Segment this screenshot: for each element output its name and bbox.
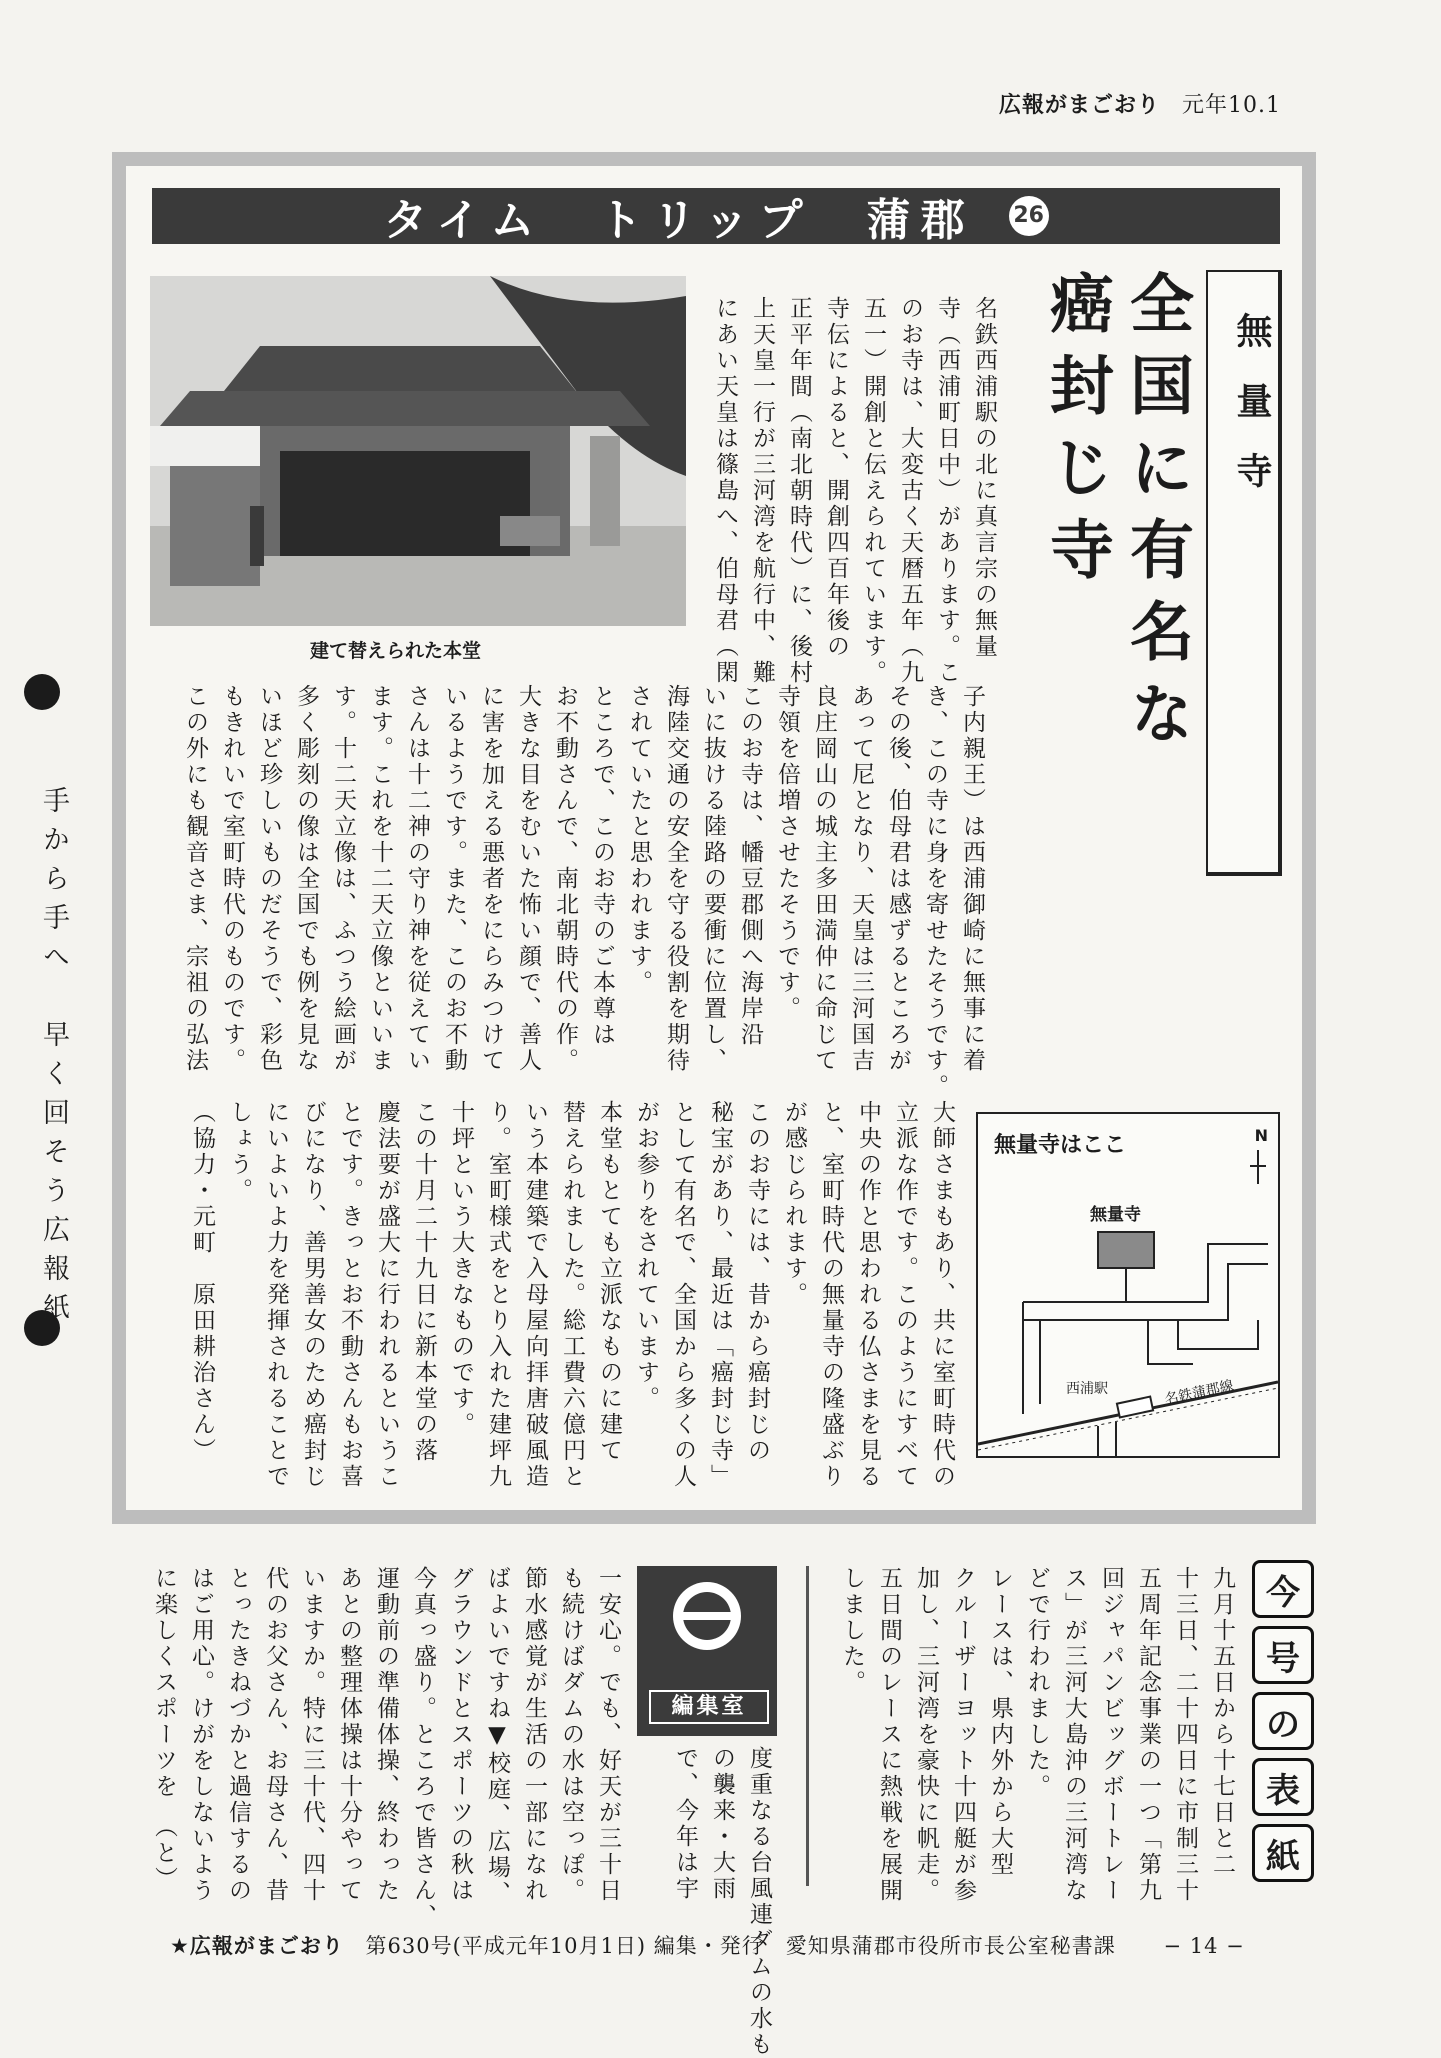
cover-column: 加し、三河湾を豪快に帆走。 [913,1566,939,1904]
cover-column: 五周年記念事業の一つ「第九 [1135,1566,1161,1904]
article-column: と、室町時代の無量寺の隆盛ぶり [818,1100,844,1490]
article-column: 良庄岡山の城主多田満仲に命じて [811,684,837,1074]
article-column: その後、伯母君は感ずるところが [885,684,911,1074]
article-column: されていたと思われます。 [626,684,652,996]
editorial-column: いますか。特に三十代、四十 [299,1566,325,1904]
cover-heading [1252,1560,1314,1880]
article-column: 大師さまもあり、共に室町時代の [929,1100,955,1490]
header-date: 元年10.1 [1182,93,1281,118]
editorial-column: 今真っ盛り。ところで皆さん、 [410,1566,436,1930]
editorial-column: 連ダムの水も [746,1902,772,2058]
article-column: ところで、このお寺のご本尊は [589,684,615,1048]
editorial-column: 節水感覚が生活の一部になれ [521,1566,547,1904]
cover-column: しました。 [839,1566,865,1696]
article-column: あって尼となり、天皇は三河国吉 [848,684,874,1074]
page-header [999,88,1281,119]
article-column: に害を加える悪者をにらみつけて [478,684,504,1074]
temple-photo [150,276,686,626]
article-column: 寺領を倍増させたそうです。 [774,684,800,1022]
temple-name-card [1206,270,1282,876]
cover-story-text [830,1566,1240,1904]
editorial-logo [637,1566,777,1736]
cover-heading-char: 紙 [1252,1824,1314,1882]
article-column: お不動さんで、南北朝時代の作。 [552,684,578,1074]
editorial-column: はご用心。けがをしないよう [188,1566,214,1904]
article-column: もきれいで室町時代のものです。 [219,684,245,1074]
article-column: き、この寺に身を寄せたそうです。 [922,684,948,1100]
cover-column: 十三日、二十四日に市制三十 [1172,1566,1198,1904]
article-upper [686,296,1002,686]
editorial-column: 一安心。でも、好天が三十日 [595,1566,621,1904]
editorial-column: 運動前の準備体操、終わった [373,1566,399,1904]
article-column: 立派な作です。このようにすべて [892,1100,918,1490]
article-column: 名鉄西浦駅の北に真言宗の無量 [971,296,997,660]
section-divider [806,1566,809,1886]
article-column: びになり、善男善女のため癌封じ [300,1100,326,1490]
article-column: として有名で、全国から多くの人 [670,1100,696,1490]
temple-name: 無量寺 [1231,312,1272,522]
article-column: 多く彫刻の像は全国でも例を見な [293,684,319,1074]
banner-number: 26 [1009,196,1049,236]
article-column: がお参りをされています。 [633,1100,659,1412]
footer-publication: ★広報がまごおり [170,1934,344,1958]
article-column: この外にも観音さま、宗祖の弘法 [182,684,208,1074]
article-column: このお寺は、幡豆郡側へ海岸沿 [737,684,763,1048]
editorial-column: あとの整理体操は十分やって [336,1566,362,1904]
article-column: 大きな目をむいた怖い顔で、善人 [515,684,541,1074]
editorial-label: 編集室 [649,1690,769,1724]
article-column: にいよいよ力を発揮されることで [263,1100,289,1490]
cover-column: ス」が三河大島沖の三河湾な [1061,1566,1087,1904]
article-column: 寺（西浦町日中）があります。こ [934,296,960,686]
photo-caption: 建て替えられた本堂 [310,640,482,662]
cover-column: 回ジャパンビッグボートレー [1098,1566,1124,1904]
article-column: 秘宝があり、最近は「癌封じ寺」 [707,1100,733,1490]
article-column: 海陸交通の安全を守る役割を期待 [663,684,689,1074]
series-banner [152,188,1280,244]
editorial-short-text [637,1746,777,2058]
cover-column: どで行われました。 [1024,1566,1050,1800]
article-column: 子内親王）は西浦御崎に無事に着 [959,684,985,1074]
article-column: 十坪という大きなものです。 [448,1100,474,1438]
editorial-column: の襲来・大雨 [709,1746,735,1902]
page-number: − 14 − [1163,1934,1245,1958]
cover-column: クルーザーヨット十四艇が参 [950,1566,976,1904]
article-middle [150,684,990,1100]
article-column: 中央の作と思われる仏さまを見る [855,1100,881,1490]
location-map [976,1112,1280,1458]
north-label: N [1254,1126,1268,1145]
map-temple-label: 無量寺 [1090,1205,1141,1225]
editorial-column: グラウンドとスポーツの秋は [447,1566,473,1904]
article-column: 五一）開創と伝えられています。 [860,296,886,686]
article-column: 本堂もとても立派なものに建て [596,1100,622,1464]
article-column: さんは十二神の守り神を従えてい [404,684,430,1074]
temple-hall-image [150,276,686,626]
footer-issue: 第630号(平成元年10月1日) 編集・発行 愛知県蒲郡市役所市長公室秘書課 [365,1934,1116,1958]
article-column: いに抜ける陸路の要衝に位置し、 [700,684,726,1074]
article-column: 上天皇一行が三河湾を航行中、難 [749,296,775,686]
article-column: が感じられます。 [781,1100,807,1308]
cover-column: 五日間のレースに熱戦を展開 [876,1566,902,1904]
article-column: いほど珍しいものだそうで、彩色 [256,684,282,1074]
page-footer [170,1930,1245,1960]
article-column: 替えられました。総工費六億円と [559,1100,585,1490]
margin-slogan: 手から手へ 早く回そう広報紙 [38,786,69,1332]
article-column: いるようです。また、このお不動 [441,684,467,1074]
map-drawing [978,1114,1278,1456]
editorial-text [140,1566,626,1930]
map-station-label: 西浦駅 [1066,1381,1108,1397]
article-column: にあい天皇は篠島へ、伯母君（閑 [712,296,738,686]
editorial-column: で、今年は宇 [672,1746,698,1902]
editorial-column: 度重なる台風 [746,1746,772,1902]
article-column: このお寺には、昔から癌封じの [744,1100,770,1464]
article-lower [160,1100,960,1490]
article-column: す。十二天立像は、ふつう絵画が [330,684,356,1074]
map-title: 無量寺はここ [994,1133,1127,1158]
map-line-label: 名鉄蒲郡線 [1163,1377,1236,1409]
cover-heading-char: 表 [1252,1758,1314,1816]
article-column: この十月二十九日に新本堂の落 [411,1100,437,1464]
cover-heading-char: 今 [1252,1560,1314,1618]
header-publication: 広報がまごおり [998,93,1160,118]
banner-title: タイム トリップ 蒲郡 [383,195,975,246]
article-column: のお寺は、大変古く天暦五年（九 [897,296,923,686]
article-column: （協力・元町 原田耕治さん） [189,1100,215,1464]
article-column: 寺伝によると、開創四百年後の [823,296,849,660]
editorial-column: も続けばダムの水は空っぽ。 [558,1566,584,1904]
editorial-column: ばよいですね▼校庭、広場、 [484,1566,510,1907]
cover-heading-char: 号 [1252,1626,1314,1684]
cover-column: レースは、県内外から大型 [987,1566,1013,1878]
editorial-emblem-icon [669,1578,745,1654]
article-column: とです。きっとお不動さんもお喜 [337,1100,363,1490]
article-column: 慶法要が盛大に行われるというこ [374,1100,400,1490]
article-column: いう本建築で入母屋向拝唐破風造 [522,1100,548,1490]
editorial-column: に楽しくスポーツを （と） [151,1566,177,1893]
editorial-column: とったきねづかと過信するの [225,1566,251,1904]
article-column: 正平年間（南北朝時代）に、後村 [786,296,812,686]
editorial-column: 代のお父さん、お母さん、昔 [262,1566,288,1904]
article-column: ます。これを十二天立像といいま [367,684,393,1074]
binding-hole-icon [24,674,60,710]
cover-heading-char: の [1252,1692,1314,1750]
article-column: しょう。 [226,1100,252,1204]
cover-column: 九月十五日から十七日と二 [1209,1566,1235,1878]
title-line-1: 全国に有名な [1119,270,1194,762]
title-line-2: 癌封じ寺 [1039,270,1114,598]
temple-marker [1098,1232,1154,1268]
article-column: り。室町様式をとり入れた建坪九 [485,1100,511,1490]
station-marker [1117,1397,1153,1418]
